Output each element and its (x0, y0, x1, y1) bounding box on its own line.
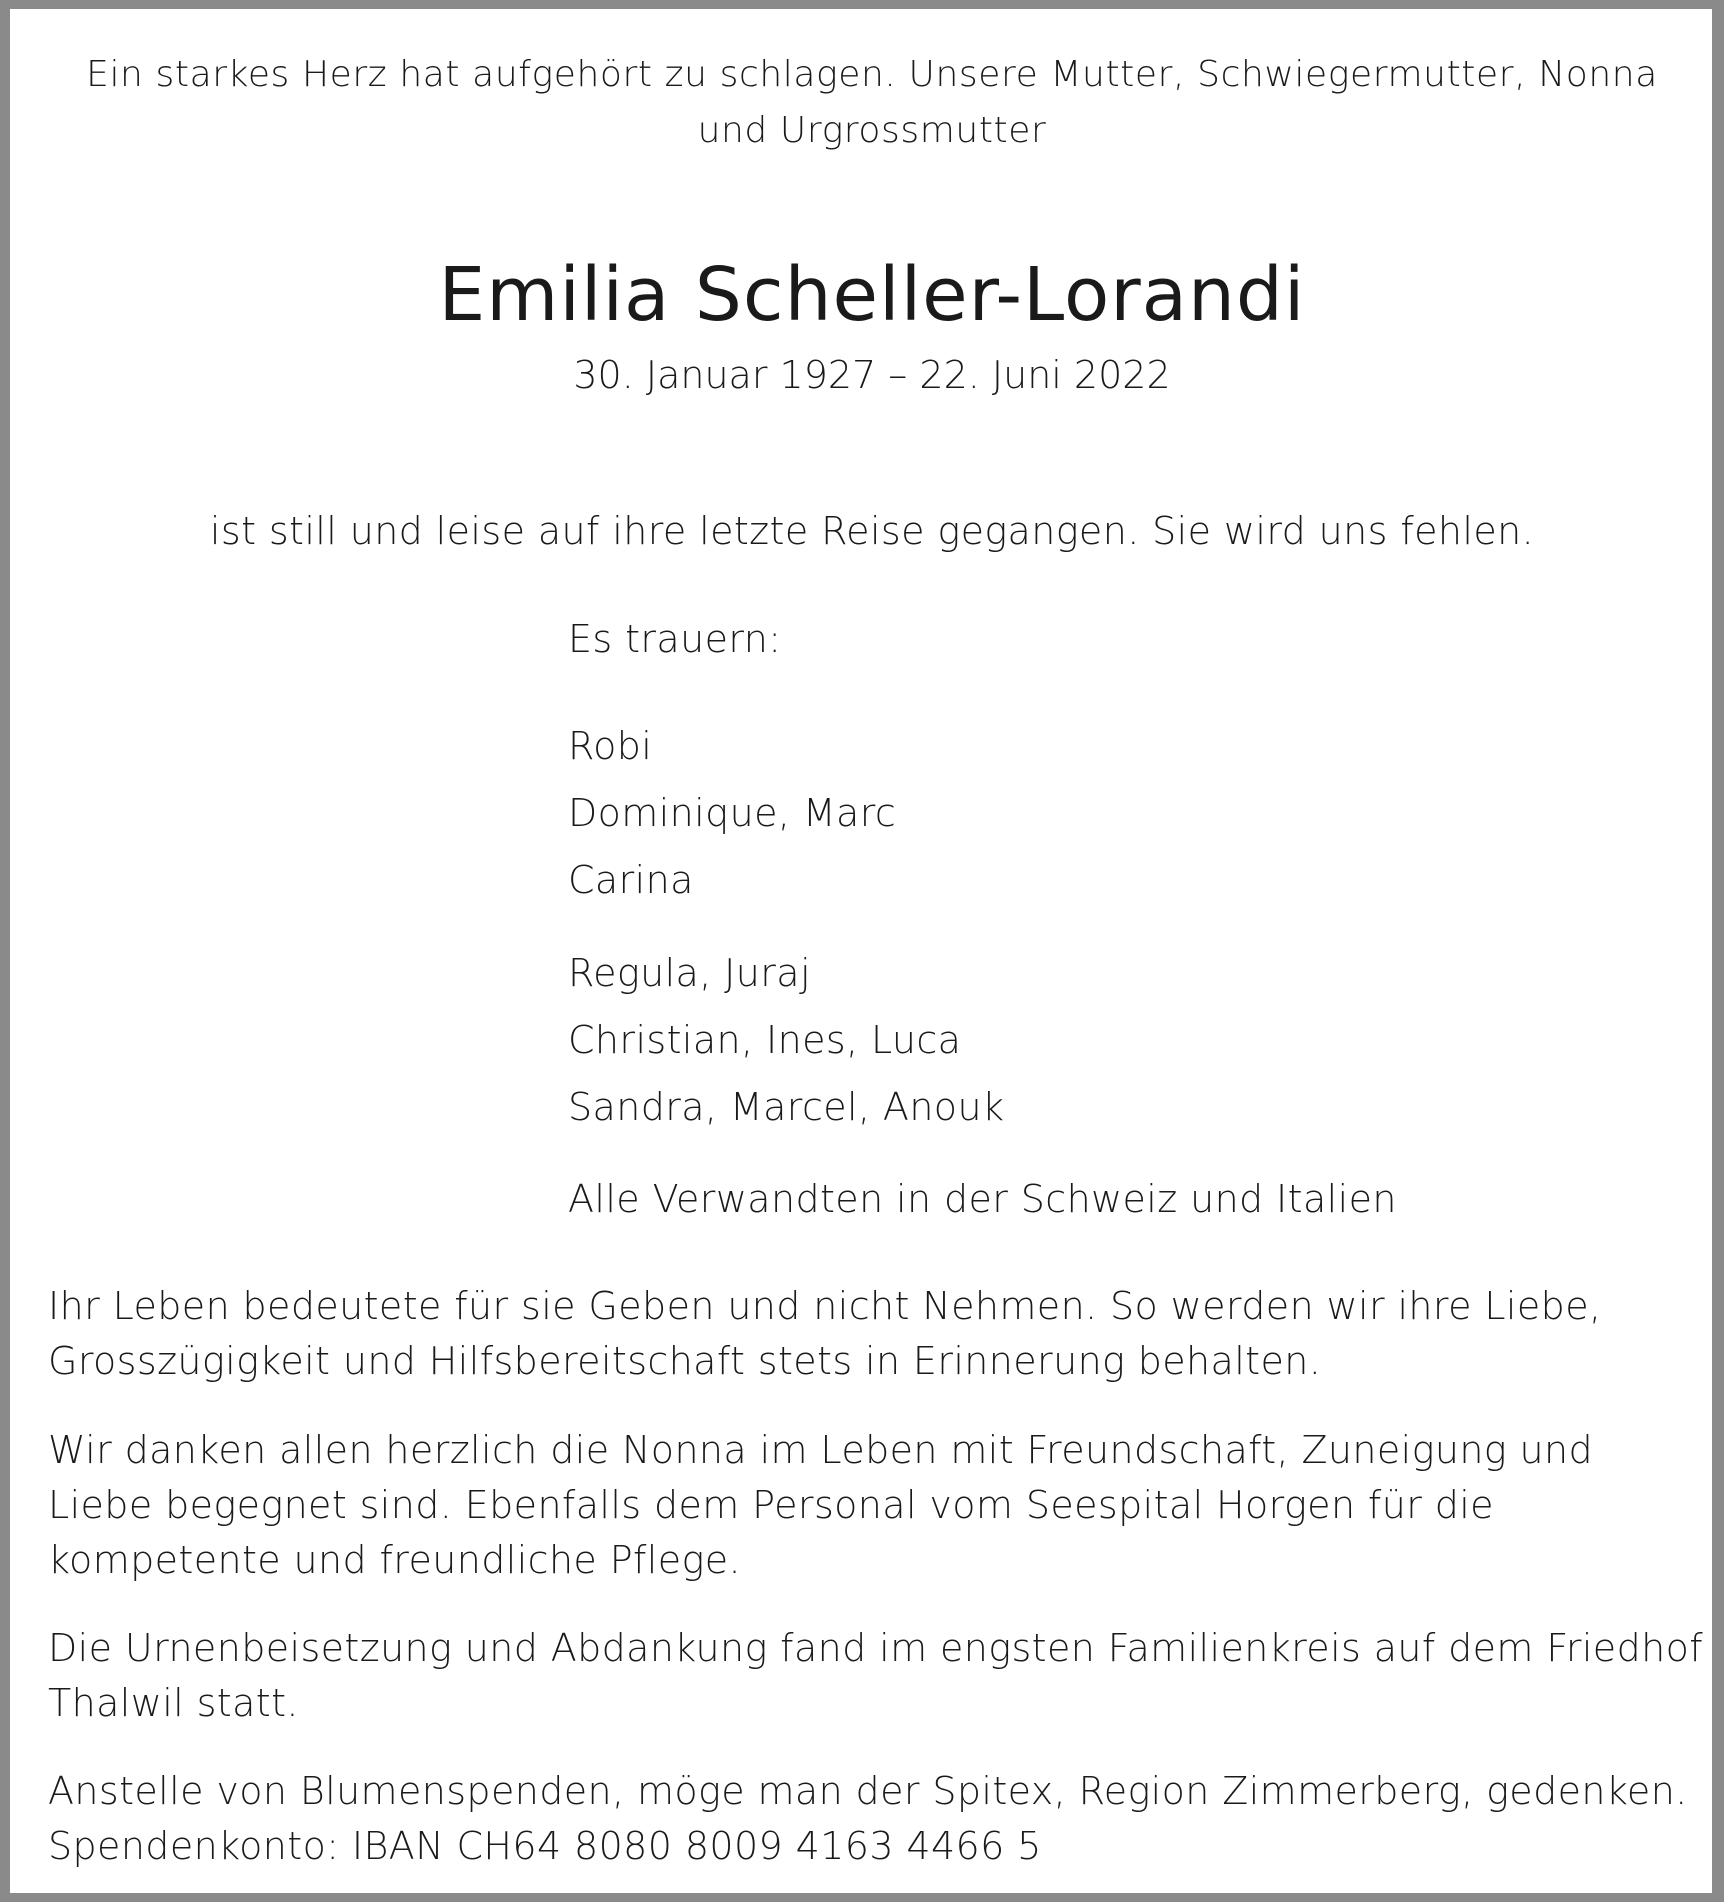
paragraph-life: Ihr Leben bedeutete für sie Geben und nicht Nehmen. So werden wir ihre Liebe, Grosszügigkeit und Hilfsbereitschaft stets in Erinnerung behalten. (48, 1284, 1602, 1383)
paragraph-thanks: Wir danken allen herzlich die Nonna im Leben mit Freundschaft, Zuneigung und Liebe begegnet sind. Ebenfalls dem Personal vom Seespital Horgen für die kompetente und freundliche Pflege. (48, 1428, 1593, 1582)
life-dates: 30. Januar 1927 – 22. Juni 2022 (573, 353, 1171, 397)
mourner-line: Christian, Ines, Luca (568, 1018, 962, 1062)
lead-text: ist still und leise auf ihre letzte Reise gegangen. Sie wird uns fehlen. (209, 509, 1535, 553)
mourner-line: Carina (568, 858, 694, 902)
mourner-line: Sandra, Marcel, Anouk (568, 1085, 1005, 1129)
deceased-name: Emilia Scheller-Lorandi (438, 252, 1306, 338)
mourner-line: Dominique, Marc (568, 791, 897, 835)
paragraph-burial: Die Urnenbeisetzung und Abdankung fand im engsten Familienkreis auf dem Friedhof Thalwil statt. (48, 1626, 1704, 1725)
mourner-line: Alle Verwandten in der Schweiz und Italien (568, 1177, 1397, 1221)
mourners-heading: Es trauern: (568, 617, 782, 661)
paragraph-donations: Anstelle von Blumenspenden, möge man der Spitex, Region Zimmerberg, gedenken. Spendenkonto: IBAN CH64 8080 8009 4163 4466 5 (48, 1769, 1688, 1868)
mourner-line: Regula, Juraj (568, 951, 811, 995)
intro-text: Ein starkes Herz hat aufgehört zu schlagen. Unsere Mutter, Schwiegermutter, Nonna und Urgrossmutter (86, 54, 1658, 151)
mourner-line: Robi (568, 724, 653, 768)
